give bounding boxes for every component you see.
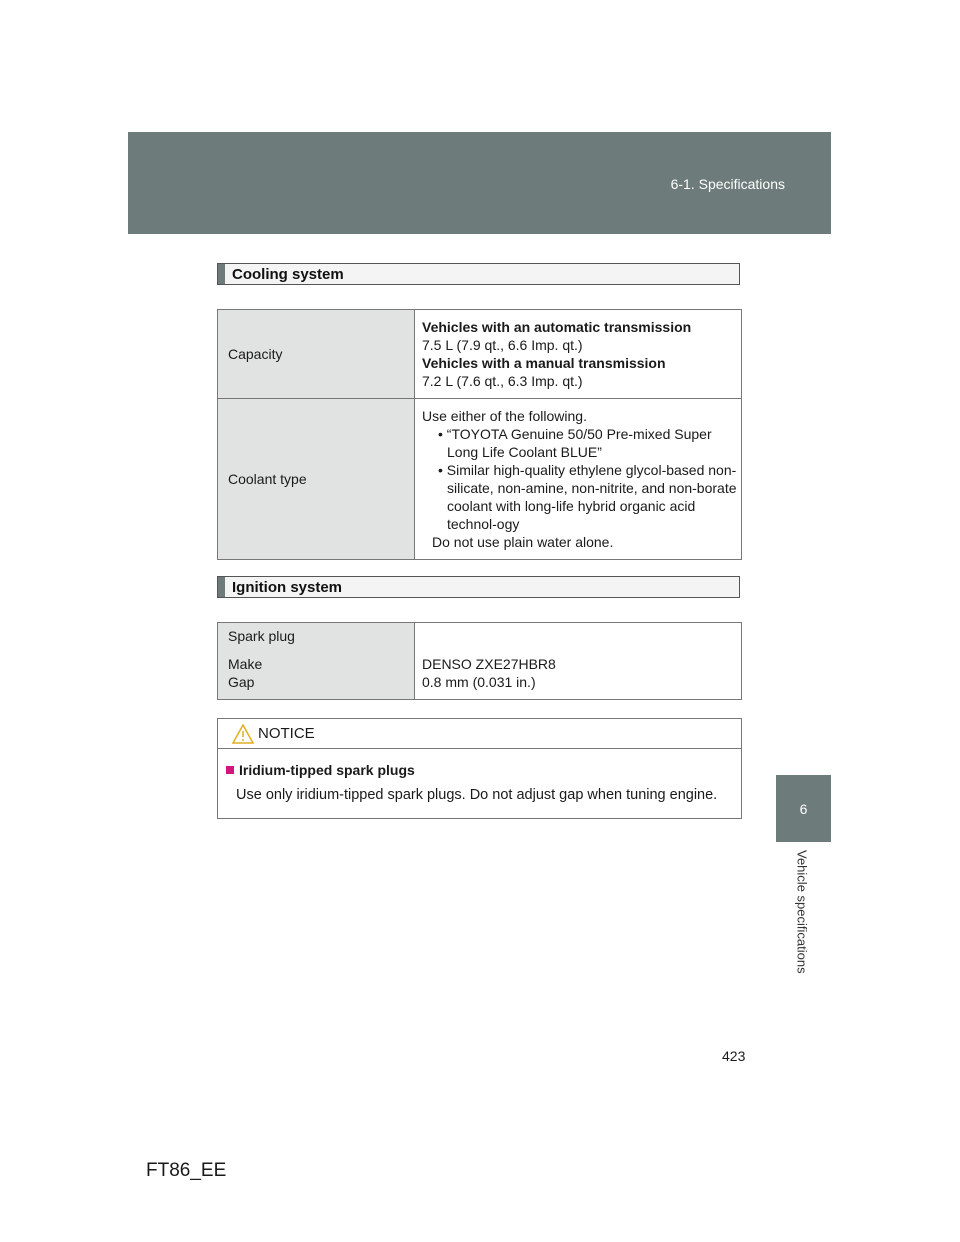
document-code: FT86_EE [146, 1160, 227, 1181]
bullet-square-icon [226, 766, 234, 774]
warning-triangle-icon [232, 724, 254, 749]
notice-box [217, 718, 742, 819]
coolant-type-label: Coolant type [218, 399, 415, 560]
table-row [218, 310, 742, 399]
chapter-number: 6 [799, 800, 808, 817]
page-number: 423 [722, 1048, 746, 1064]
table-row [218, 623, 742, 700]
ignition-system-table [217, 622, 742, 700]
section-title: 6-1. Specifications [670, 176, 785, 192]
coolant-type-value: Use either of the following. • “TOYOTA Genuine 50/50 Pre-mixed Super Long Life Coolant BLUE” • Similar high-quality ethylene glycol-based non-silicate, non-amine, non-nitrite, and non-borate coolant with long-life hybrid organic acid technol-ogy Do not use plain water alone. [415, 399, 742, 560]
notice-title: NOTICE [258, 725, 315, 742]
list-item: • “TOYOTA Genuine 50/50 Pre-mixed Super Long Life Coolant BLUE” [438, 426, 712, 460]
notice-header [218, 719, 741, 749]
list-item: • Similar high-quality ethylene glycol-based non-silicate, non-amine, non-nitrite, and non-borate coolant with long-life hybrid organic acid technol-ogy [438, 462, 737, 532]
notice-item: Iridium-tipped spark plugs [226, 762, 415, 778]
spark-plug-label: Spark plug Make Gap [218, 623, 415, 700]
cooling-system-heading: Cooling system [217, 263, 740, 285]
header-band [128, 132, 831, 234]
table-row [218, 399, 742, 560]
chapter-label: Vehicle specifications [794, 850, 810, 974]
notice-text: Use only iridium-tipped spark plugs. Do not adjust gap when tuning engine. [236, 787, 718, 803]
cooling-system-table [217, 309, 742, 560]
chapter-tab[interactable] [776, 775, 831, 842]
capacity-value: Vehicles with an automatic transmission 7.5 L (7.9 qt., 6.6 Imp. qt.) Vehicles with a manual transmission 7.2 L (7.6 qt., 6.3 Imp. qt.) [415, 310, 742, 399]
spark-plug-value: DENSO ZXE27HBR8 0.8 mm (0.031 in.) [415, 623, 742, 700]
capacity-label: Capacity [218, 310, 415, 399]
ignition-system-heading: Ignition system [217, 576, 740, 598]
